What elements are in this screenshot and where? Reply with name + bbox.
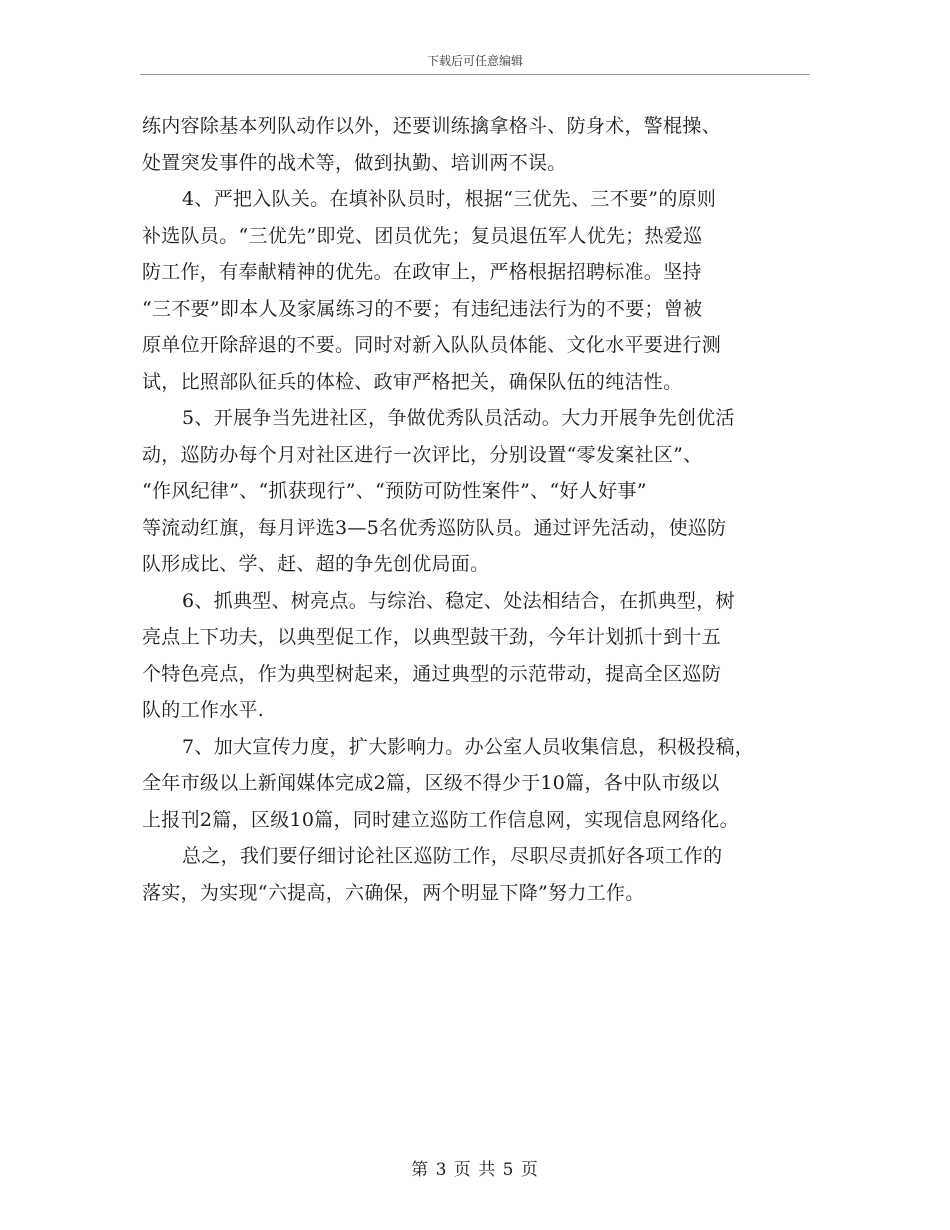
body-line: 落实，为实现“六提高，六确保，两个明显下降”努力工作。 (142, 881, 645, 904)
paragraph-start-line: 6、抓典型、树亮点。与综治、稳定、处法相结合，在抓典型，树 (182, 589, 735, 612)
page-number-footer: 第 3 页 共 5 页 (411, 1160, 539, 1180)
body-line: 全年市级以上新闻媒体完成2篇，区级不得少于10篇，各中队市级以 (142, 772, 720, 794)
paragraph-start-line: 总之，我们要仔细讨论社区巡防工作，尽职尽责抓好各项工作的 (182, 845, 723, 867)
body-line: 等流动红旗，每月评选3—5名优秀巡防队员。通过评先活动，使巡防 (142, 516, 727, 539)
paragraph-start-line: 5、开展争当先进社区，争做优秀队员活动。大力开展争先创优活 (182, 407, 735, 429)
body-line: 队的工作水平. (142, 699, 265, 721)
body-line: 亮点上下功夫，以典型促工作，以典型鼓干劲，今年计划抓十到十五 (142, 626, 722, 648)
header-divider (140, 74, 810, 75)
body-line: 防工作，有奉献精神的优先。在政审上，严格根据招聘标准。坚持 (142, 261, 702, 283)
body-line: 试，比照部队征兵的体检、政审严格把关，确保队伍的纯洁性。 (142, 370, 683, 393)
page-header: 下载后可任意编辑 (426, 54, 523, 68)
body-line: 处置突发事件的战术等，做到执勤、培训两不误。 (142, 151, 567, 174)
body-line: 个特色亮点，作为典型树起来，通过典型的示范带动，提高全区巡防 (142, 662, 722, 685)
paragraph-start-line: 7、加大宣传力度，扩大影响力。办公室人员收集信息，积极投稿， (182, 735, 755, 758)
body-line: “三不要”即本人及家属练习的不要；有违纪违法行为的不要；曾被 (142, 297, 703, 320)
body-line: 动，巡防办每个月对社区进行一次评比，分别设置“零发案社区”、 (142, 443, 703, 466)
body-line: 原单位开除辞退的不要。同时对新入队队员体能、文化水平要进行测 (142, 334, 722, 356)
body-line: 上报刊2篇，区级10篇，同时建立巡防工作信息网，实现信息网络化。 (142, 808, 739, 831)
body-line: “作风纪律”、“抓获现行”、“预防可防性案件”、“好人好事” (142, 480, 647, 502)
body-line: 队形成比、学、赶、超的争先创优局面。 (142, 553, 490, 575)
body-line: 补选队员。“三优先”即党、团员优先；复员退伍军人优先；热爱巡 (142, 224, 703, 247)
paragraph-start-line: 4、严把入队关。在填补队员时，根据“三优先、三不要”的原则 (182, 188, 717, 210)
body-line: 练内容除基本列队动作以外，还要训练擒拿格斗、防身术，警棍操、 (142, 115, 722, 137)
document-body (142, 108, 802, 911)
